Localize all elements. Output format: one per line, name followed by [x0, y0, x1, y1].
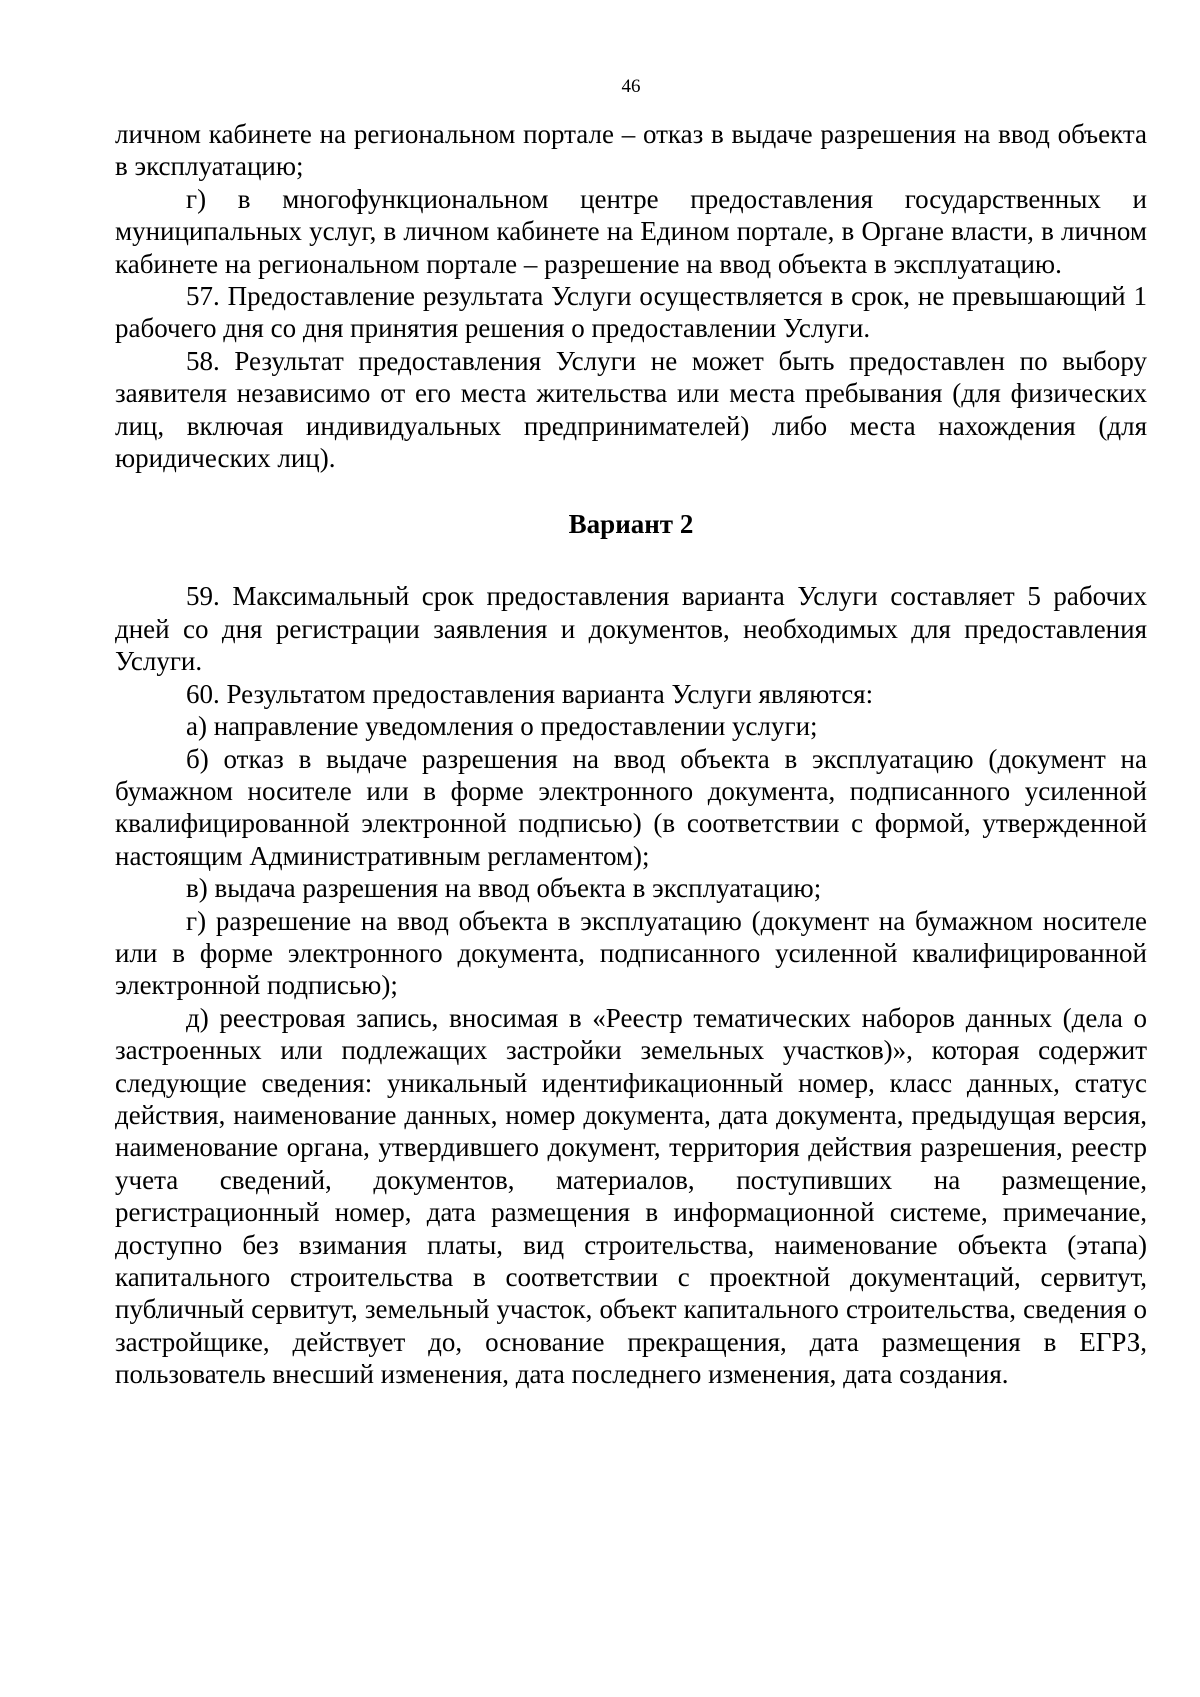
page-number: 46 — [621, 76, 641, 97]
paragraph: 57. Предоставление результата Услуги осуществляется в срок, не превышающий 1 рабочего дня со дня принятия решения о предоставлении Услуги. — [115, 281, 1147, 344]
section-before — [115, 118, 1147, 474]
section-after — [115, 580, 1147, 1390]
paragraph: личном кабинете на региональном портале – отказ в выдаче разрешения на ввод объекта в эксплуатацию; — [115, 119, 1147, 182]
paragraph: в) выдача разрешения на ввод объекта в эксплуатацию; — [186, 873, 822, 904]
paragraph: б) отказ в выдаче разрешения на ввод объекта в эксплуатацию (документ на бумажном носителе или в форме электронного документа, подписанного усиленной квалифицированной электронной подписью) (в соответствии с формой, утвержденной настоящим Административным регламентом); — [115, 743, 1147, 871]
paragraph: д) реестровая запись, вносимая в «Реестр тематических наборов данных (дела о застроенных или подлежащих застройки земельных участков)», которая содержит следующие сведения: уникальный идентификационный номер, класс данных, статус действия, наименование данных, номер документа, дата документа, предыдущая версия, наименование органа, утвердившего документ, территория действия разрешения, реестр учета сведений, документов, материалов, поступивших на размещение, регистрационный номер, дата размещения в информационной системе, примечание, доступно без взимания платы, вид строительства, наименование объекта (этапа) капитального строительства в соответствии с проектной документаций, сервитут, публичный сервитут, земельный участок, объект капитального строительства, сведения о застройщике, действует до, основание прекращения, дата размещения в ЕГРЗ, пользователь внесший изменения, дата последнего изменения, дата создания. — [115, 1002, 1147, 1390]
paragraph: 58. Результат предоставления Услуги не может быть предоставлен по выбору заявителя независимо от его места жительства или места пребывания (для физических лиц, включая индивидуальных предпринимателей) либо места нахождения (для юридических лиц). — [115, 345, 1147, 474]
paragraph: а) направление уведомления о предоставлении услуги; — [186, 711, 818, 742]
paragraph: 59. Максимальный срок предоставления варианта Услуги составляет 5 рабочих дней со дня регистрации заявления и документов, необходимых для предоставления Услуги. — [115, 581, 1147, 677]
section-heading: Вариант 2 — [568, 509, 694, 540]
paragraph: г) в многофункциональном центре предоставления государственных и муниципальных услуг, в личном кабинете на Едином портале, в Органе власти, в личном кабинете на региональном портале – разрешение на ввод объекта в эксплуатацию. — [115, 183, 1147, 279]
paragraph: г) разрешение на ввод объекта в эксплуатацию (документ на бумажном носителе или в форме электронного документа, подписанного усиленной квалифицированной электронной подписью); — [115, 905, 1147, 1001]
document-page — [115, 60, 1147, 1391]
paragraph: 60. Результатом предоставления варианта Услуги являются: — [186, 678, 874, 709]
